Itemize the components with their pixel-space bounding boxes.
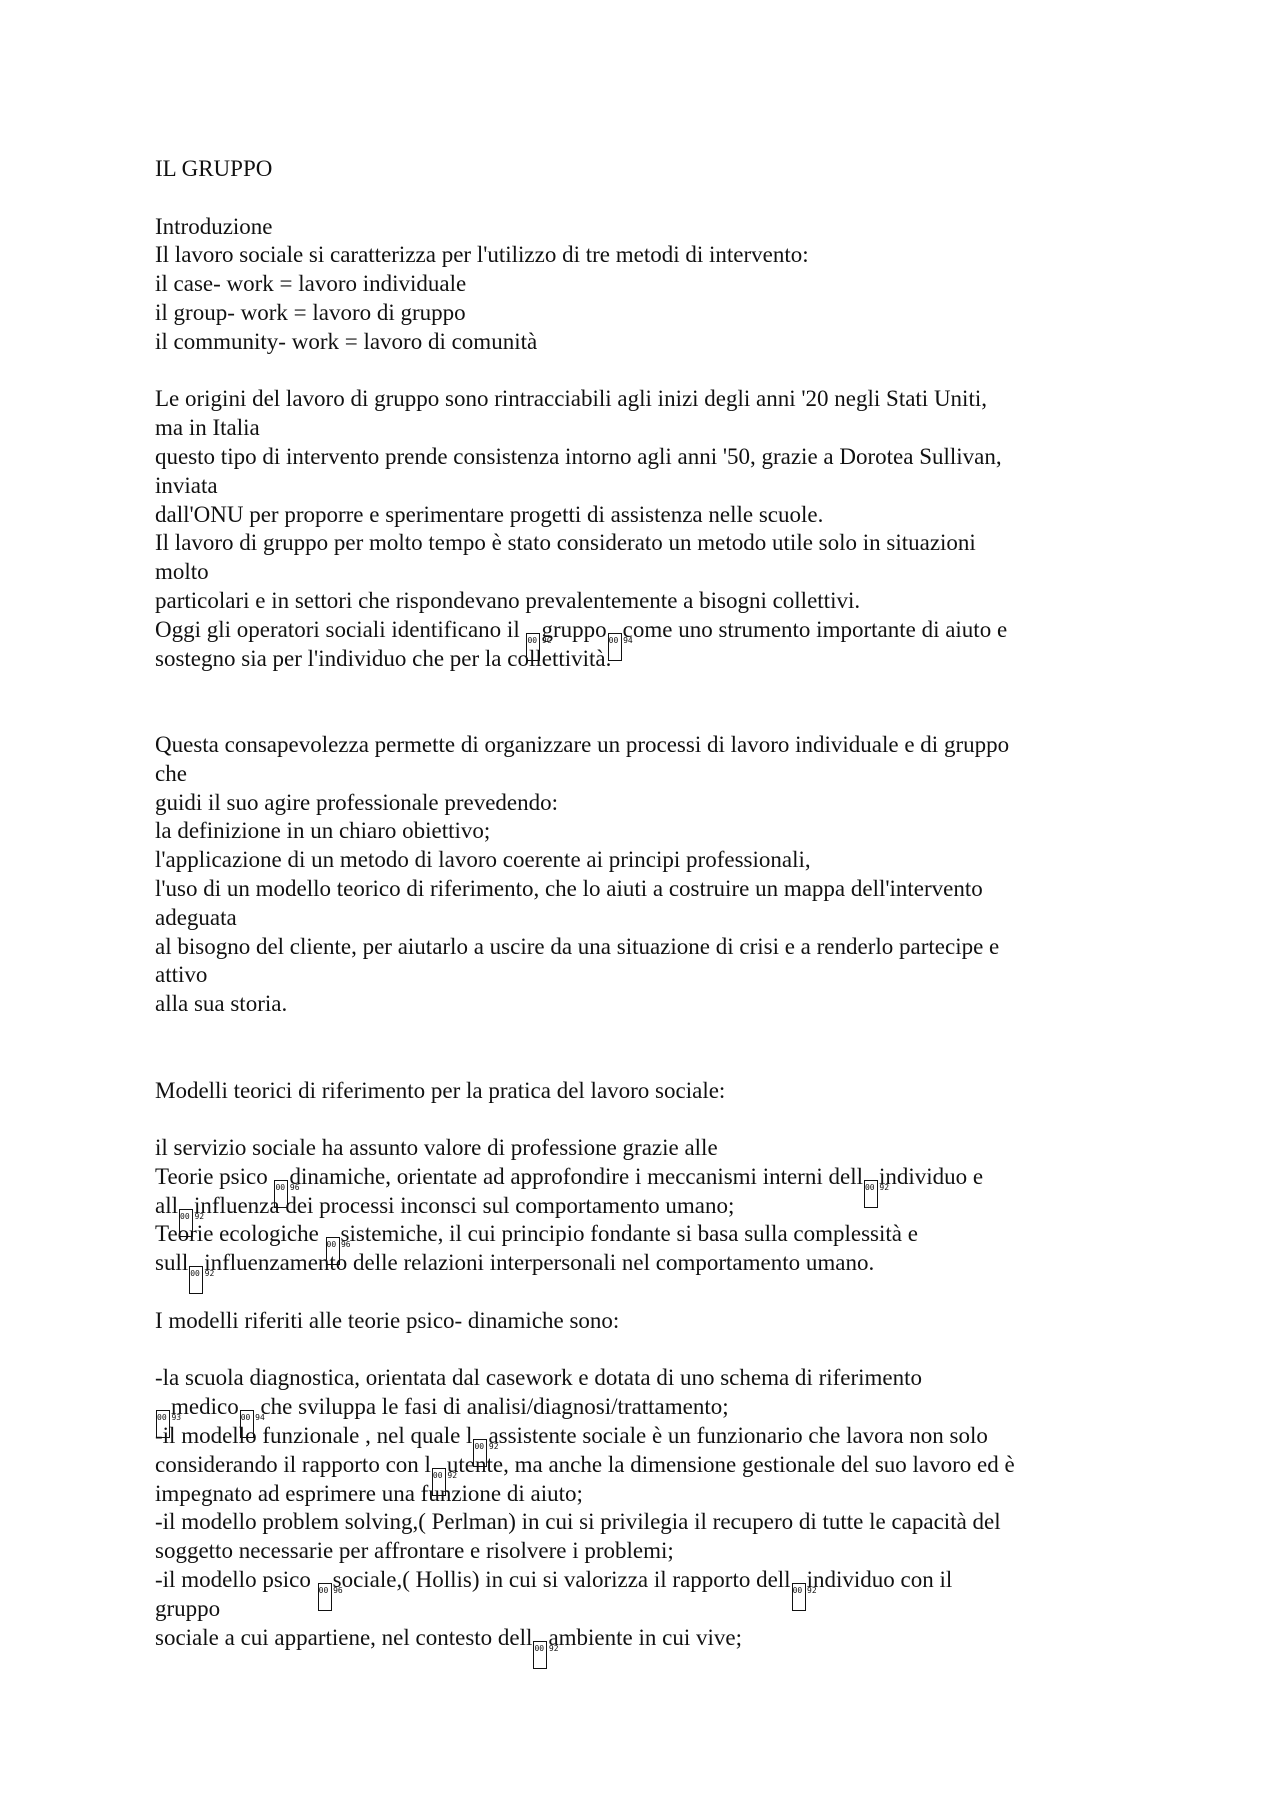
missing-glyph-icon: 00 92 bbox=[864, 1180, 878, 1208]
origins-line: inviata bbox=[155, 472, 218, 498]
list-line: sociale a cui appartiene, nel contesto dell 00 92ambiente in cui vive; bbox=[155, 1624, 1155, 1653]
awareness-line: al bisogno del cliente, per aiutarlo a uscire da una situazione di crisi e a renderlo partecipe e bbox=[155, 933, 1000, 959]
origins-line: ma in Italia bbox=[155, 415, 260, 441]
awareness-line: l'uso di un modello teorico di riferimento, che lo aiuti a costruire un mappa dell'intervento bbox=[155, 875, 983, 901]
awareness-line: l'applicazione di un metodo di lavoro coerente ai principi professionali, bbox=[155, 847, 811, 873]
missing-glyph-icon: 00 92 bbox=[432, 1468, 446, 1496]
list-line: soggetto necessarie per affrontare e risolvere i problemi; bbox=[155, 1538, 674, 1564]
models-line: Teorie psico 00 96dinamiche, orientate ad approfondire i meccanismi interni dell 00 92individuo e bbox=[155, 1163, 1155, 1192]
missing-glyph-icon: 00 94 bbox=[608, 633, 622, 661]
awareness-line: attivo bbox=[155, 962, 208, 988]
document-body bbox=[155, 155, 1155, 1652]
models-heading: Modelli teorici di riferimento per la pratica del lavoro sociale: bbox=[155, 1077, 726, 1103]
oggi-line-2: sostegno sia per l'individuo che per la collettività. bbox=[155, 645, 612, 671]
list-line: 00 93medico 00 94 che sviluppa le fasi di analisi/diagnosi/trattamento; bbox=[155, 1393, 1155, 1422]
missing-glyph-icon: 00 96 bbox=[326, 1237, 340, 1265]
list-line: -il modello problem solving,( Perlman) in cui si privilegia il recupero di tutte le capacità del bbox=[155, 1509, 1001, 1535]
missing-glyph-icon: 00 96 bbox=[318, 1583, 332, 1611]
origins-line: questo tipo di intervento prende consistenza intorno agli anni '50, grazie a Dorotea Sullivan, bbox=[155, 443, 1002, 469]
models-line: all 00 92influenza dei processi inconsci sul comportamento umano; bbox=[155, 1192, 1155, 1221]
list-line: -il modello funzionale , nel quale l 00 92assistente sociale è un funzionario che lavora non solo bbox=[155, 1422, 1155, 1451]
missing-glyph-icon: 00 92 bbox=[533, 1641, 547, 1669]
models-line: il servizio sociale ha assunto valore di professione grazie alle bbox=[155, 1135, 718, 1161]
intro-line: Il lavoro sociale si caratterizza per l'utilizzo di tre metodi di intervento: bbox=[155, 242, 809, 268]
awareness-line: adeguata bbox=[155, 904, 237, 930]
origins-line: Il lavoro di gruppo per molto tempo è stato considerato un metodo utile solo in situazioni bbox=[155, 530, 976, 556]
awareness-line: guidi il suo agire professionale prevedendo: bbox=[155, 789, 559, 815]
intro-heading: Introduzione bbox=[155, 213, 273, 239]
origins-line: dall'ONU per proporre e sperimentare progetti di assistenza nelle scuole. bbox=[155, 501, 824, 527]
missing-glyph-icon: 00 92 bbox=[189, 1266, 203, 1294]
intro-line: il case- work = lavoro individuale bbox=[155, 271, 467, 297]
oggi-line: Oggi gli operatori sociali identificano il 00 9Cgruppo 00 94come uno strumento importante di aiuto e bbox=[155, 616, 1155, 645]
missing-glyph-icon: 00 96 bbox=[274, 1180, 288, 1208]
origins-line: molto bbox=[155, 559, 209, 585]
awareness-line: Questa consapevolezza permette di organizzare un processi di lavoro individuale e di gruppo bbox=[155, 731, 1010, 757]
list-line: considerando il rapporto con l 00 92utente, ma anche la dimensione gestionale del suo lavoro ed è bbox=[155, 1451, 1155, 1480]
document-title: IL GRUPPO bbox=[155, 156, 273, 181]
missing-glyph-icon: 00 9C bbox=[526, 633, 540, 661]
missing-glyph-icon: 00 94 bbox=[240, 1410, 254, 1438]
list-line: -il modello psico 00 96sociale,( Hollis) in cui si valorizza il rapporto dell 00 92individuo con il bbox=[155, 1566, 1155, 1595]
origins-line: particolari e in settori che rispondevano prevalentemente a bisogni collettivi. bbox=[155, 587, 861, 613]
list-line: gruppo bbox=[155, 1595, 221, 1621]
list-line: -la scuola diagnostica, orientata dal casework e dotata di uno schema di riferimento bbox=[155, 1365, 923, 1391]
psico-heading: I modelli riferiti alle teorie psico- dinamiche sono: bbox=[155, 1307, 620, 1333]
intro-line: il group- work = lavoro di gruppo bbox=[155, 299, 466, 325]
models-line: sull 00 92influenzamento delle relazioni interpersonali nel comportamento umano. bbox=[155, 1249, 1155, 1278]
awareness-line: che bbox=[155, 760, 187, 786]
missing-glyph-icon: 00 92 bbox=[792, 1583, 806, 1611]
missing-glyph-icon: 00 92 bbox=[179, 1209, 193, 1237]
models-line: Teorie ecologiche 00 96sistemiche, il cui principio fondante si basa sulla complessità e bbox=[155, 1220, 1155, 1249]
missing-glyph-icon: 00 92 bbox=[473, 1439, 487, 1467]
intro-line: il community- work = lavoro di comunità bbox=[155, 328, 538, 354]
awareness-line: alla sua storia. bbox=[155, 991, 288, 1017]
list-line: impegnato ad esprimere una funzione di aiuto; bbox=[155, 1480, 583, 1506]
missing-glyph-icon: 00 93 bbox=[156, 1410, 170, 1438]
awareness-line: la definizione in un chiaro obiettivo; bbox=[155, 818, 491, 844]
origins-line: Le origini del lavoro di gruppo sono rintracciabili agli inizi degli anni '20 negli Stati Uniti, bbox=[155, 386, 987, 412]
